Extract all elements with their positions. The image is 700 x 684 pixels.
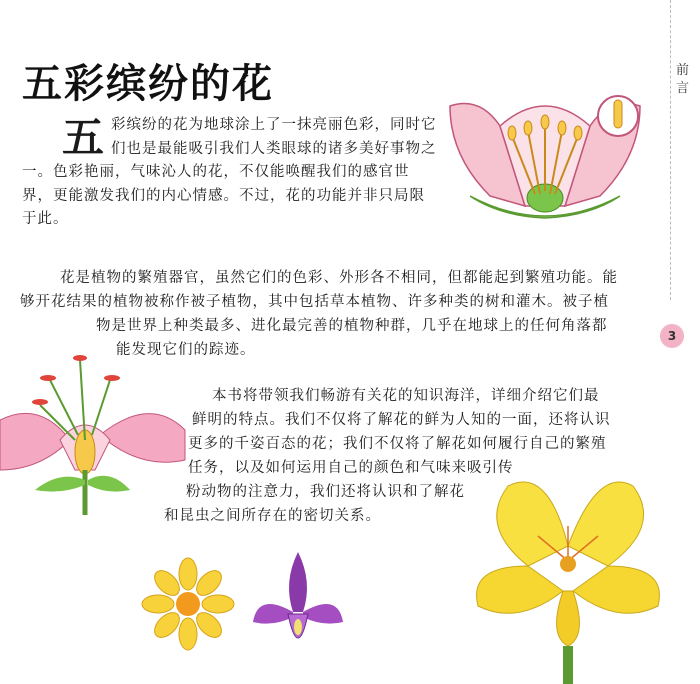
intro-paragraph — [22, 114, 437, 232]
yellow-daisy-illustration — [140, 556, 236, 652]
para3-line: 鲜明的特点。我们不仅将了解花的鲜为人知的一面，还将认识 — [192, 412, 611, 428]
lily-illustration — [0, 340, 190, 520]
para3-line: 更多的千姿百态的花；我们不仅将了解花如何履行自己的繁殖 — [188, 436, 607, 452]
dropcap: 五 — [62, 113, 106, 162]
yellow-flower-illustration — [468, 466, 668, 684]
para2-line: 能发现它们的踪迹。 — [116, 342, 256, 358]
page-title: 五彩缤纷的花 — [22, 61, 274, 107]
para3-line: 和昆虫之间所存在的密切关系。 — [164, 508, 381, 524]
page-number: 3 — [660, 324, 684, 348]
para3-line: 本书将带领我们畅游有关花的知识海洋，详细介绍它们最 — [212, 388, 600, 404]
para2-line: 物是世界上种类最多、进化最完善的植物种群，几乎在地球上的任何角落都 — [96, 318, 608, 334]
margin-rule — [670, 0, 671, 300]
intro-text: 彩缤纷的花为地球涂上了一抹亮丽色彩，同时它们也是最能吸引我们人类眼球的诸多美好事物之一。色彩艳丽，气味沁人的花，不仅能唤醒我们的感官世界，更能激发我们的内心情感。不过，花的功能并非只局限于此。 — [22, 117, 437, 227]
iris-illustration — [248, 542, 348, 662]
para3-line: 粉动物的注意力，我们还将认识和了解花 — [186, 484, 465, 500]
flower-cross-section-illustration — [430, 86, 660, 226]
para2-line: 花是植物的繁殖器官，虽然它们的色彩、外形各不相同，但都能起到繁殖功能。能 — [60, 270, 618, 286]
para3-line: 任务，以及如何运用自己的颜色和气味来吸引传 — [188, 460, 514, 476]
para2-line: 够开花结果的植物被称作被子植物，其中包括草本植物、许多种类的树和灌木。被子植 — [20, 294, 609, 310]
section-label: 前言 — [676, 63, 690, 96]
